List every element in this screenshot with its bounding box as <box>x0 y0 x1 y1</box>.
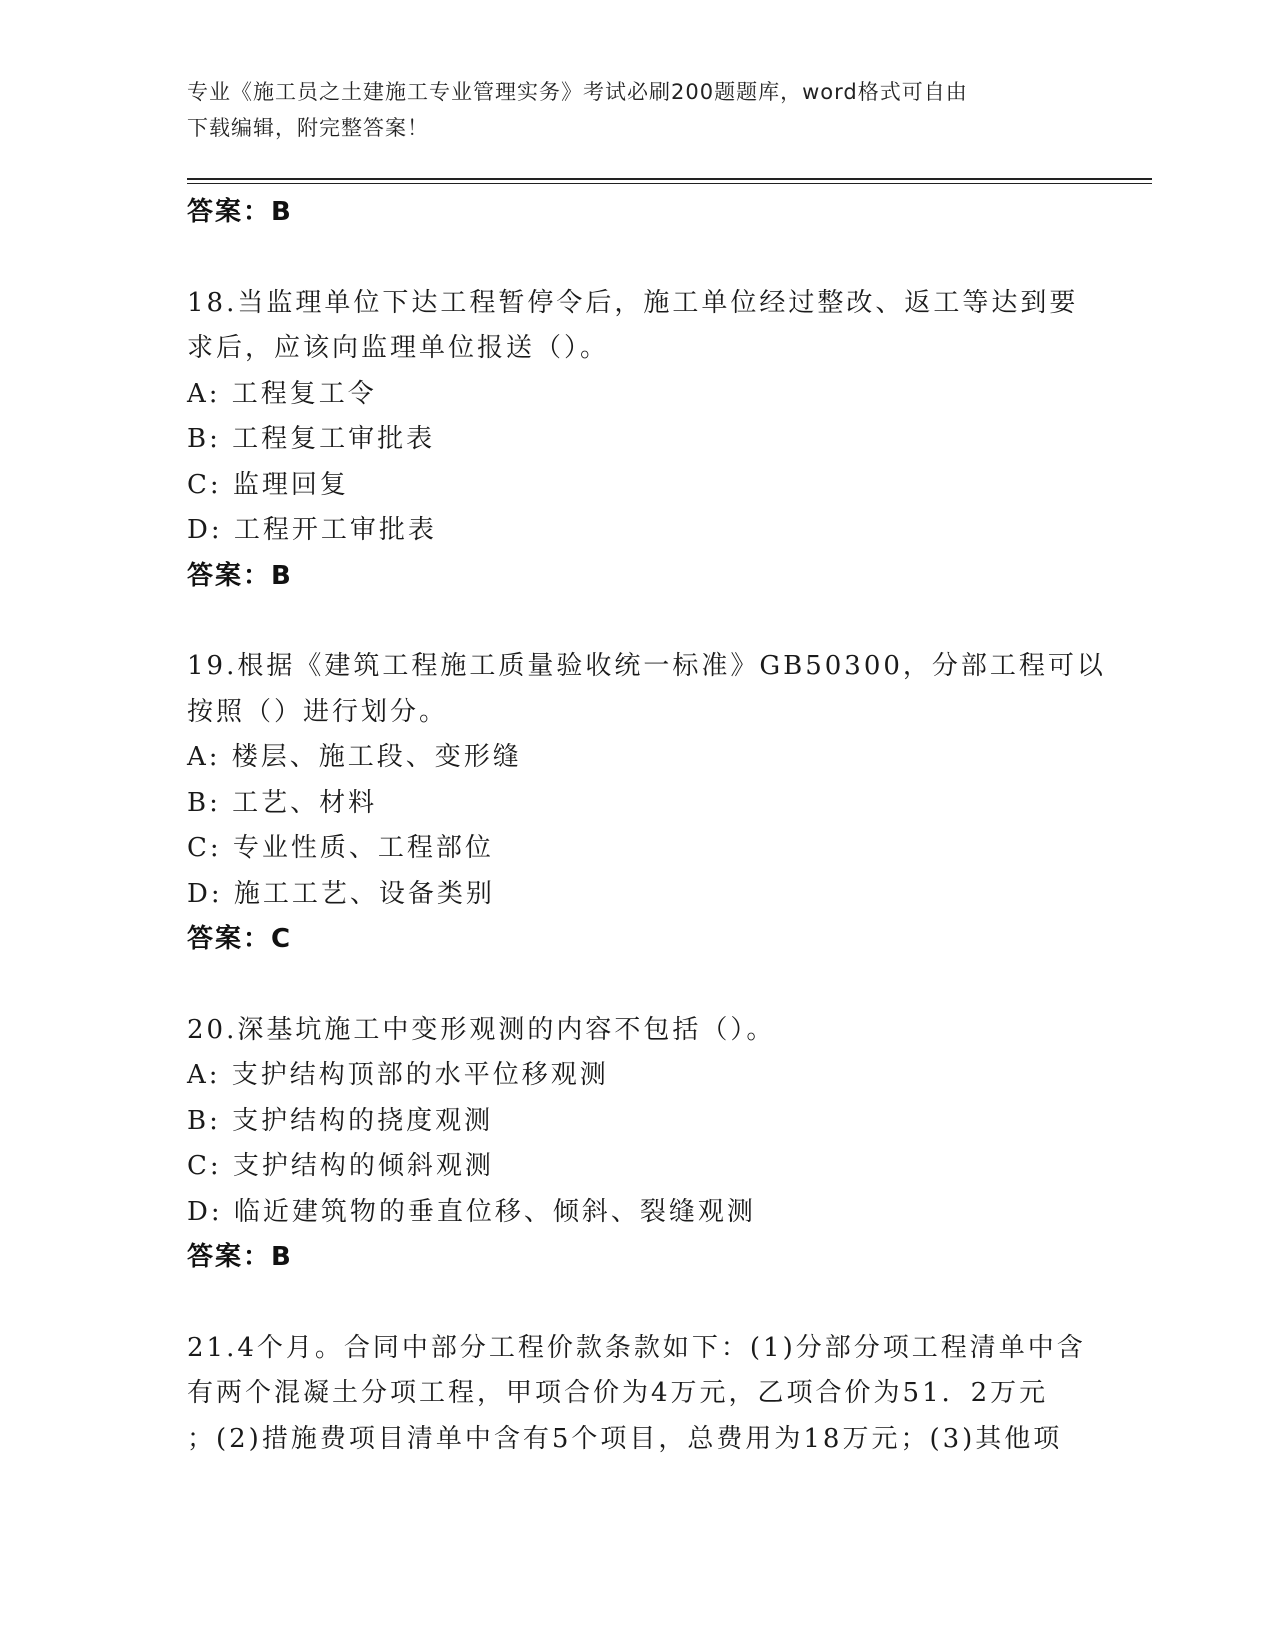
question-block <box>187 644 1106 963</box>
question-text: 19.根据《建筑工程施工质量验收统一标准》GB50300，分部工程可以 <box>187 651 1106 681</box>
header-line-1: 专业《施工员之土建施工专业管理实务》考试必刷200题题库，word格式可自由 <box>187 80 968 104</box>
question-text: ；(2)措施费项目清单中含有5个项目，总费用为18万元；(3)其他项 <box>187 1423 1063 1454</box>
answer-line: 答案：B <box>187 197 293 227</box>
header-rule-thin <box>187 183 1152 184</box>
option-line: D: 临近建筑物的垂直位移、倾斜、裂缝观测 <box>187 1196 756 1227</box>
option-line: A: 支护结构顶部的水平位移观测 <box>187 1060 609 1090</box>
option-line: D: 施工工艺、设备类别 <box>187 878 495 909</box>
option-line: C: 监理回复 <box>187 469 349 500</box>
option-line: A: 工程复工令 <box>187 378 377 409</box>
header-rule-thick <box>187 178 1152 180</box>
option-line: D: 工程开工审批表 <box>187 515 437 545</box>
option-line: B: 工艺、材料 <box>187 787 378 818</box>
header-line-2: 下载编辑，附完整答案！ <box>187 116 429 140</box>
question-text: 21.4个月。合同中部分工程价款条款如下：(1)分部分项工程清单中含 <box>187 1332 1086 1363</box>
answer-line: 答案：C <box>187 924 293 954</box>
document-body <box>187 190 1106 1462</box>
question-text: 有两个混凝土分项工程，甲项合价为4万元，乙项合价为51．2万元 <box>187 1378 1049 1408</box>
question-text: 20.深基坑施工中变形观测的内容不包括（）。 <box>187 1014 776 1045</box>
question-text: 求后，应该向监理单位报送（）。 <box>187 333 610 363</box>
option-line: B: 工程复工审批表 <box>187 424 436 454</box>
option-line: C: 支护结构的倾斜观测 <box>187 1151 494 1181</box>
question-block <box>187 1008 1087 1281</box>
question-block <box>187 281 1087 600</box>
question-text: 18.当监理单位下达工程暂停令后，施工单位经过整改、返工等达到要 <box>187 287 1079 318</box>
option-line: C: 专业性质、工程部位 <box>187 833 494 863</box>
option-line: A: 楼层、施工段、变形缝 <box>187 742 522 772</box>
option-line: B: 支护结构的挠度观测 <box>187 1105 494 1136</box>
question-text: 按照（）进行划分。 <box>187 696 449 727</box>
answer-line: 答案：B <box>187 560 293 591</box>
page-header <box>187 74 1067 146</box>
question-block <box>187 1326 1087 1463</box>
answer-line: 答案：B <box>187 1242 293 1272</box>
